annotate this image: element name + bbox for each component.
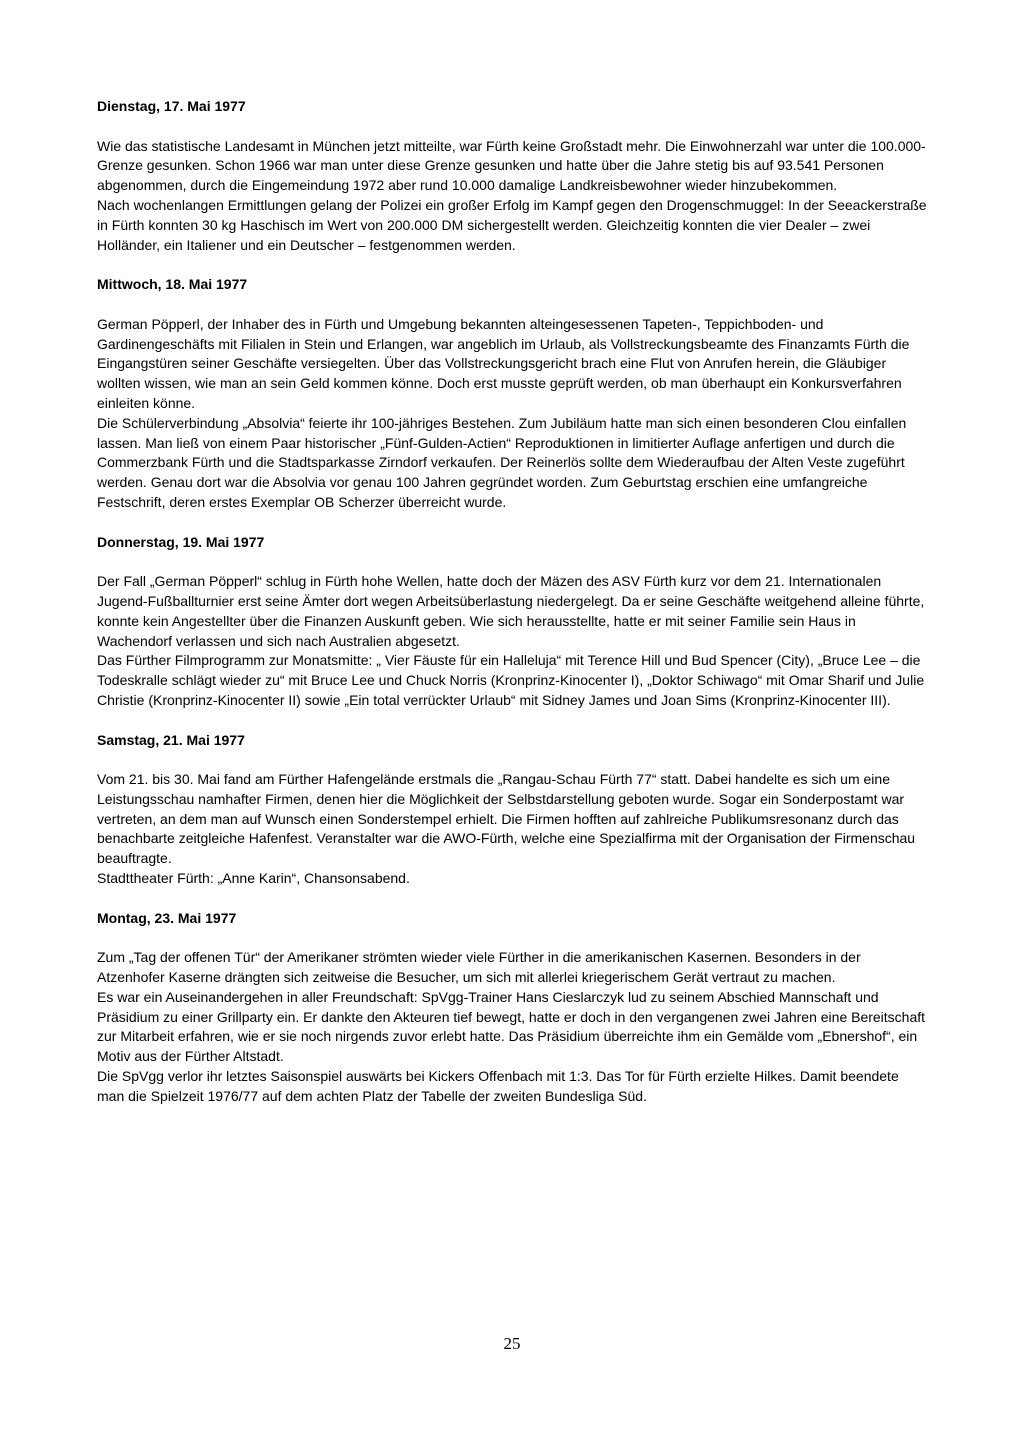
entry-paragraph: German Pöpperl, der Inhaber des in Fürth und Umgebung bekannten alteingesessenen Tapeten-, Teppichboden- und Gardinengeschäfts mit Filialen in Stein und Erlangen, war angeblich im Urlaub, als Vollstreckungsbeamte des Finanzamts Fürth die Eingangstüren seiner Geschäfte versiegelten. Über das Vollstreckungsgericht brach eine Flut von Anrufen herein, die Gläubiger wollten wissen, wie man an sein Geld kommen könne. Doch erst musste geprüft werden, ob man überhaupt ein Konkursverfahren einleiten könne. <box>97 315 910 411</box>
diary-entry-wednesday <box>97 275 929 513</box>
entry-paragraph: Die SpVgg verlor ihr letztes Saisonspiel auswärts bei Kickers Offenbach mit 1:3. Das Tor für Fürth erzielte Hilkes. Damit beendete man die Spielzeit 1976/77 auf dem achten Platz der Tabelle der zweiten Bundesliga Süd. <box>97 1068 899 1104</box>
entry-date-heading: Dienstag, 17. Mai 1977 <box>97 98 246 114</box>
diary-entry-monday <box>97 909 929 1107</box>
entry-paragraph: Zum „Tag der offenen Tür“ der Amerikaner strömten wieder viele Fürther in die amerikanischen Kasernen. Besonders in der Atzenhofer Kaserne drängten sich zeitweise die Besucher, um sich mit allerlei kriegerischem Gerät vertraut zu machen. <box>97 949 861 986</box>
diary-entry-thursday <box>97 533 929 711</box>
entry-paragraph: Die Schülerverbindung „Absolvia“ feierte ihr 100-jähriges Bestehen. Zum Jubiläum hatte man sich einen besonderen Clou einfallen lassen. Man ließ von einem Paar historischer „Fünf-Gulden-Actien“ Reproduktionen in limitierter Auflage anfertigen und durch die Commerzbank Fürth und die Stadtsparkasse Zirndorf verkaufen. Der Reinerlös sollte dem Wiederaufbau der Alten Veste zugeführt werden. Genau dort war die Absolvia vor genau 100 Jahren gegründet worden. Zum Geburtstag erschien eine umfangreiche Festschrift, deren erstes Exemplar OB Scherzer überreicht wurde. <box>97 414 907 510</box>
entry-date-heading: Montag, 23. Mai 1977 <box>97 909 237 926</box>
diary-entry-saturday <box>97 731 929 889</box>
diary-entry-tuesday <box>97 97 929 255</box>
entry-paragraph: Stadttheater Fürth: „Anne Karin“, Chansonsabend. <box>97 870 410 887</box>
entry-paragraph: Vom 21. bis 30. Mai fand am Fürther Hafengelände erstmals die „Rangau-Schau Fürth 77“ statt. Dabei handelte es sich um eine Leistungsschau namhafter Firmen, denen hier die Möglichkeit der Selbstdarstellung geboten wurde. Sogar ein Sonderpostamt war vertreten, an dem man auf Wunsch einen Sonderstempel erhielt. Die Firmen hofften auf zahlreiche Publikumsresonanz durch das benachbarte zeitgleiche Hafenfest. Veranstalter war die AWO-Fürth, welche eine Spezialfirma mit der Organisation der Firmenschau beauftragte. <box>97 771 916 867</box>
entry-paragraph: Wie das statistische Landesamt in München jetzt mitteilte, war Fürth keine Großstadt mehr. Die Einwohnerzahl war unter die 100.000-Grenze gesunken. Schon 1966 war man unter diese Grenze gesunken und hatte über die Jahre stetig bis auf 93.541 Personen abgenommen, durch die Eingemeindung 1972 aber rund 10.000 damalige Landkreisbewohner wieder hinzubekommen. <box>97 137 926 194</box>
entry-paragraph: Es war ein Auseinandergehen in aller Freundschaft: SpVgg-Trainer Hans Cieslarczyk lud zu seinem Abschied Mannschaft und Präsidium zu einer Grillparty ein. Er dankte den Akteuren tief bewegt, hatte er doch in den vergangenen zwei Jahren eine Bereitschaft zur Mitarbeit erfahren, wie er sie noch nirgends zuvor erlebt hatte. Das Präsidium überreichte ihm ein Gemälde vom „Ebnershof“, ein Motiv aus der Fürther Altstadt. <box>97 988 926 1065</box>
page-number: 25 <box>503 1334 521 1353</box>
entry-paragraph: Das Fürther Filmprogramm zur Monatsmitte: „ Vier Fäuste für ein Halleluja“ mit Terence Hill und Bud Spencer (City), „Bruce Lee – die Todeskralle schlägt wieder zu“ mit Bruce Lee und Chuck Norris (Kronprinz-Kinocenter I), „Doktor Schiwago“ mit Omar Sharif und Julie Christie (Kronprinz-Kinocenter II) sowie „Ein total verrückter Urlaub“ mit Sidney James und Joan Sims (Kronprinz-Kinocenter III). <box>97 652 925 708</box>
entry-paragraph: Nach wochenlangen Ermittlungen gelang der Polizei ein großer Erfolg im Kampf gegen den Drogenschmuggel: In der Seeackerstraße in Fürth konnten 30 kg Haschisch im Wert von 200.000 DM sichergestellt werden. Gleichzeitig konnten die vier Dealer – zwei Holländer, ein Italiener und ein Deutscher – festgenommen werden. <box>97 196 927 253</box>
entry-date-heading: Donnerstag, 19. Mai 1977 <box>97 533 265 550</box>
entry-paragraph: Der Fall „German Pöpperl“ schlug in Fürth hohe Wellen, hatte doch der Mäzen des ASV Fürth kurz vor dem 21. Internationalen Jugend-Fußballturnier erst seine Ämter dort wegen Arbeitsüberlastung niedergelegt. Da er seine Geschäfte weitgehend alleine führte, konnte kein Angestellter über die Finanzen Auskunft geben. Wie sich herausstellte, hatte er mit seiner Familie sein Haus in Wachendorf verlassen und sich nach Australien abgesetzt. <box>97 573 925 649</box>
entry-date-heading: Mittwoch, 18. Mai 1977 <box>97 276 248 293</box>
entry-date-heading: Samstag, 21. Mai 1977 <box>97 731 245 748</box>
